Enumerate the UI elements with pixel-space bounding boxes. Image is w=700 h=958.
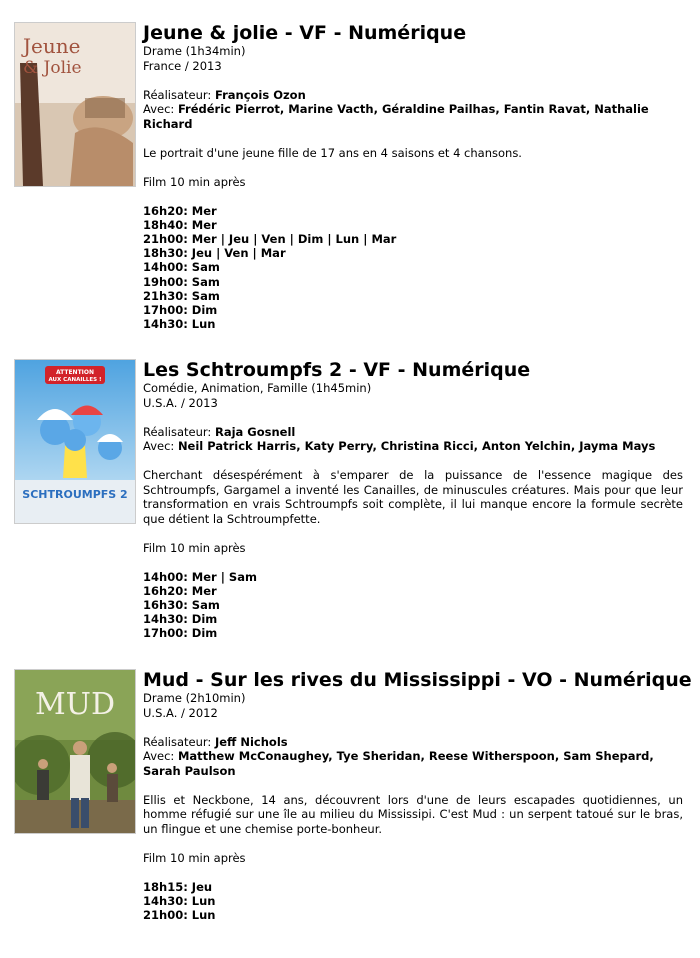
- poster-mud[interactable]: [14, 669, 136, 834]
- film-info: [143, 669, 692, 922]
- showtime: 18h15: Jeu: [143, 879, 213, 894]
- film-director: [143, 425, 683, 440]
- film-note: Film 10 min après: [143, 174, 246, 189]
- poster-title-line-2: & Jolie: [23, 58, 82, 78]
- poster-jeune-et-jolie-art: [15, 23, 135, 186]
- film-title[interactable]: Mud - Sur les rives du Mississippi - VO - Numérique: [143, 669, 692, 691]
- film-note: Film 10 min après: [143, 540, 246, 555]
- showtimes-list: [143, 570, 683, 641]
- showtime: 14h00: Sam: [143, 260, 220, 275]
- film-info: [143, 22, 683, 331]
- poster-title: SCHTROUMPFS 2: [22, 488, 128, 501]
- film-genre: Drame (2h10min): [143, 691, 246, 705]
- film-info: [143, 359, 683, 641]
- poster-tagline-1: ATTENTION: [55, 369, 95, 376]
- cast-label: Avec:: [143, 749, 175, 763]
- showtime: 21h00: Mer | Jeu | Ven | Dim | Lun | Mar: [143, 231, 397, 246]
- showtime: 18h40: Mer: [143, 217, 217, 232]
- film-cast: [143, 439, 683, 454]
- cast-label: Avec:: [143, 439, 175, 453]
- showtime: 18h30: Jeu | Ven | Mar: [143, 246, 286, 261]
- showtime: 21h30: Sam: [143, 288, 220, 303]
- showtimes-list: [143, 880, 683, 923]
- film-cast: [143, 102, 683, 131]
- showtime: 14h00: Mer | Sam: [143, 569, 257, 584]
- showtime: 16h20: Mer: [143, 583, 217, 598]
- poster-tagline-2: AUX CANAILLES !: [48, 377, 102, 383]
- showtime: 17h00: Dim: [143, 626, 218, 641]
- film-director: [143, 88, 683, 103]
- director-label: Réalisateur:: [143, 424, 212, 439]
- film-genre: Comédie, Animation, Famille (1h45min): [143, 381, 372, 395]
- poster-title-line-1: Jeune: [23, 34, 81, 58]
- film-title[interactable]: Les Schtroumpfs 2 - VF - Numérique: [143, 359, 531, 381]
- showtime: 17h00: Dim: [143, 302, 218, 317]
- poster-title: MUD: [34, 687, 116, 722]
- film-cast: [143, 749, 683, 778]
- film-synopsis: Le portrait d'une jeune fille de 17 ans en 4 saisons et 4 chansons.: [143, 145, 522, 160]
- film-synopsis: Cherchant désespérément à s'emparer de la puissance de l'essence magique des Schtroumpfs, Gargamel a inventé les Canailles, de minuscules créatures. Mais pour que leur transformation en vrais Schtroumpfs soit complète, il lui manque encore la formule secrète que détient la Schtroumpfette.: [143, 468, 683, 526]
- cast-names: Neil Patrick Harris, Katy Perry, Christina Ricci, Anton Yelchin, Jayma Mays: [177, 439, 656, 453]
- poster-mud-art: [15, 670, 135, 833]
- showtime: 16h30: Sam: [143, 597, 220, 612]
- poster-schtroumpfs-2-art: [15, 360, 135, 523]
- showtime: 14h30: Dim: [143, 612, 218, 627]
- film-title[interactable]: Jeune & jolie - VF - Numérique: [143, 22, 467, 44]
- showtime: 16h20: Mer: [143, 203, 217, 218]
- poster-schtroumpfs-2[interactable]: [14, 359, 136, 524]
- film-country-year: France / 2013: [143, 58, 222, 73]
- film-director: [143, 735, 683, 750]
- director-name: Jeff Nichols: [214, 734, 288, 749]
- cast-names: Matthew McConaughey, Tye Sheridan, Reese Witherspoon, Sam Shepard, Sarah Paulson: [143, 749, 654, 778]
- cast-names: Frédéric Pierrot, Marine Vacth, Géraldine Pailhas, Fantin Ravat, Nathalie Richard: [143, 102, 649, 131]
- director-label: Réalisateur:: [143, 87, 212, 102]
- film-synopsis: Ellis et Neckbone, 14 ans, découvrent lors d'une de leurs escapades quotidiennes, un homme réfugié sur une île au milieu du Mississipi. C'est Mud : un serpent tatoué sur le bras, un flingue et une chemise porte-bonheur.: [143, 792, 683, 836]
- film-country-year: U.S.A. / 2012: [143, 705, 218, 720]
- poster-jeune-et-jolie[interactable]: [14, 22, 136, 187]
- showtime: 14h30: Lun: [143, 893, 216, 908]
- director-name: François Ozon: [214, 87, 306, 102]
- showtimes-list: [143, 204, 683, 332]
- cast-label: Avec:: [143, 102, 175, 116]
- showtime: 19h00: Sam: [143, 274, 220, 289]
- showtime: 21h00: Lun: [143, 907, 216, 922]
- film-genre: Drame (1h34min): [143, 44, 246, 58]
- film-country-year: U.S.A. / 2013: [143, 395, 218, 410]
- film-note: Film 10 min après: [143, 850, 246, 865]
- showtime: 14h30: Lun: [143, 317, 216, 332]
- director-label: Réalisateur:: [143, 734, 212, 749]
- director-name: Raja Gosnell: [214, 424, 296, 439]
